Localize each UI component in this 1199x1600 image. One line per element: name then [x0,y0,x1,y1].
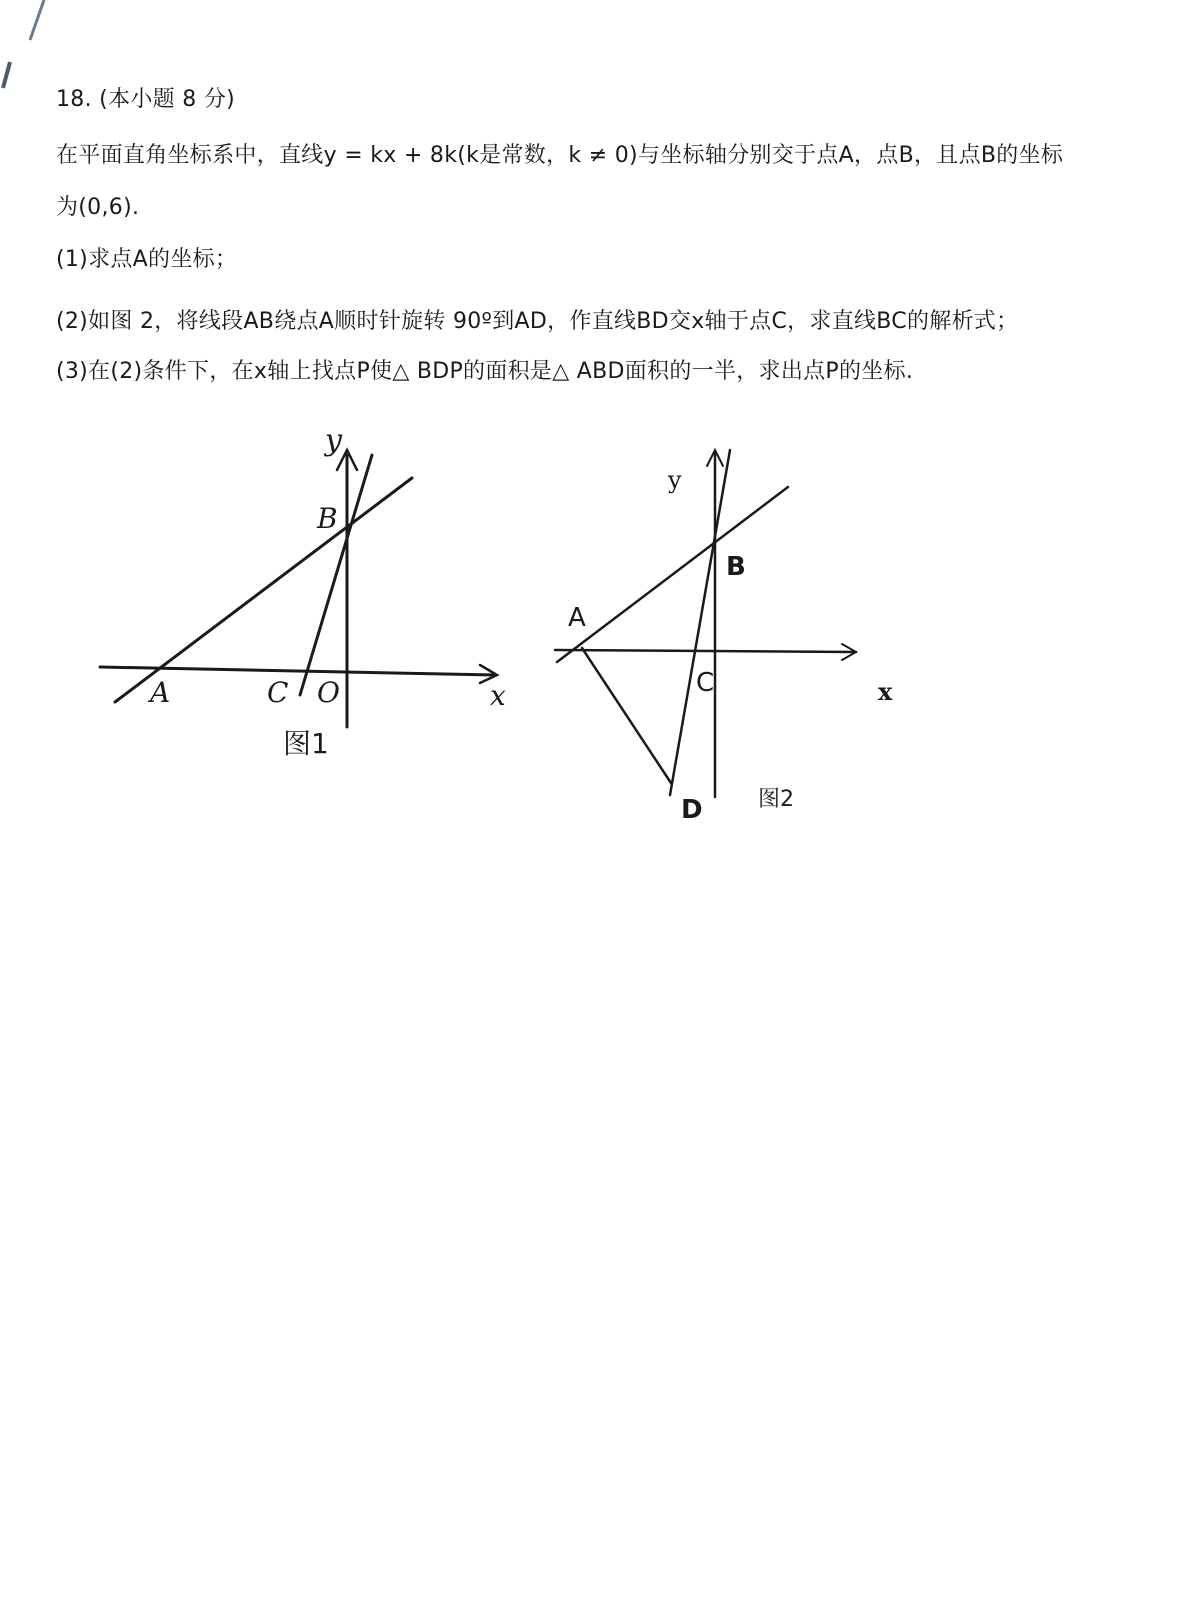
fig1-point-C: C [267,676,289,709]
problem-stem-line2: 为(0,6). [56,195,140,220]
fig1-point-A: A [150,676,171,709]
fig2-segment-AD [582,648,671,783]
fig2-x-label: x [878,677,893,706]
fig2-caption: 图2 [758,787,794,812]
fig1-point-B: B [317,502,338,535]
fig2-line-AB [557,487,788,662]
figure-1 [95,425,525,770]
problem-header: 18. (本小题 8 分) [56,87,236,112]
question-3: (3)在(2)条件下，在x轴上找点P使△ BDP的面积是△ ABD面积的一半，求出点P的坐标. [56,359,914,384]
fig1-x-label: x [490,679,506,712]
fig2-x-axis [555,650,856,652]
question-2: (2)如图 2，将线段AB绕点A顺时针旋转 90º到AD，作直线BD交x轴于点C，求直线BC的解析式； [56,309,1019,334]
fig1-line-BC [300,455,372,695]
scan-edge-mark [0,0,60,110]
problem-stem-line1: 在平面直角坐标系中，直线y = kx + 8k(k是常数，k ≠ 0)与坐标轴分别交于点A，点B，且点B的坐标 [56,143,1064,168]
figure-2 [550,440,910,830]
fig2-point-B: B [726,552,746,582]
fig1-caption: 图1 [283,727,329,760]
fig2-y-label: y [668,466,682,494]
fig2-point-C: C [696,668,715,698]
fig2-line-BD [670,450,730,795]
fig2-point-A: A [568,603,586,633]
fig1-line-AB [115,478,412,702]
question-1: (1)求点A的坐标； [56,247,238,272]
fig2-point-D: D [681,795,703,825]
fig1-y-label: y [325,425,342,458]
fig1-point-O: O [317,676,340,709]
